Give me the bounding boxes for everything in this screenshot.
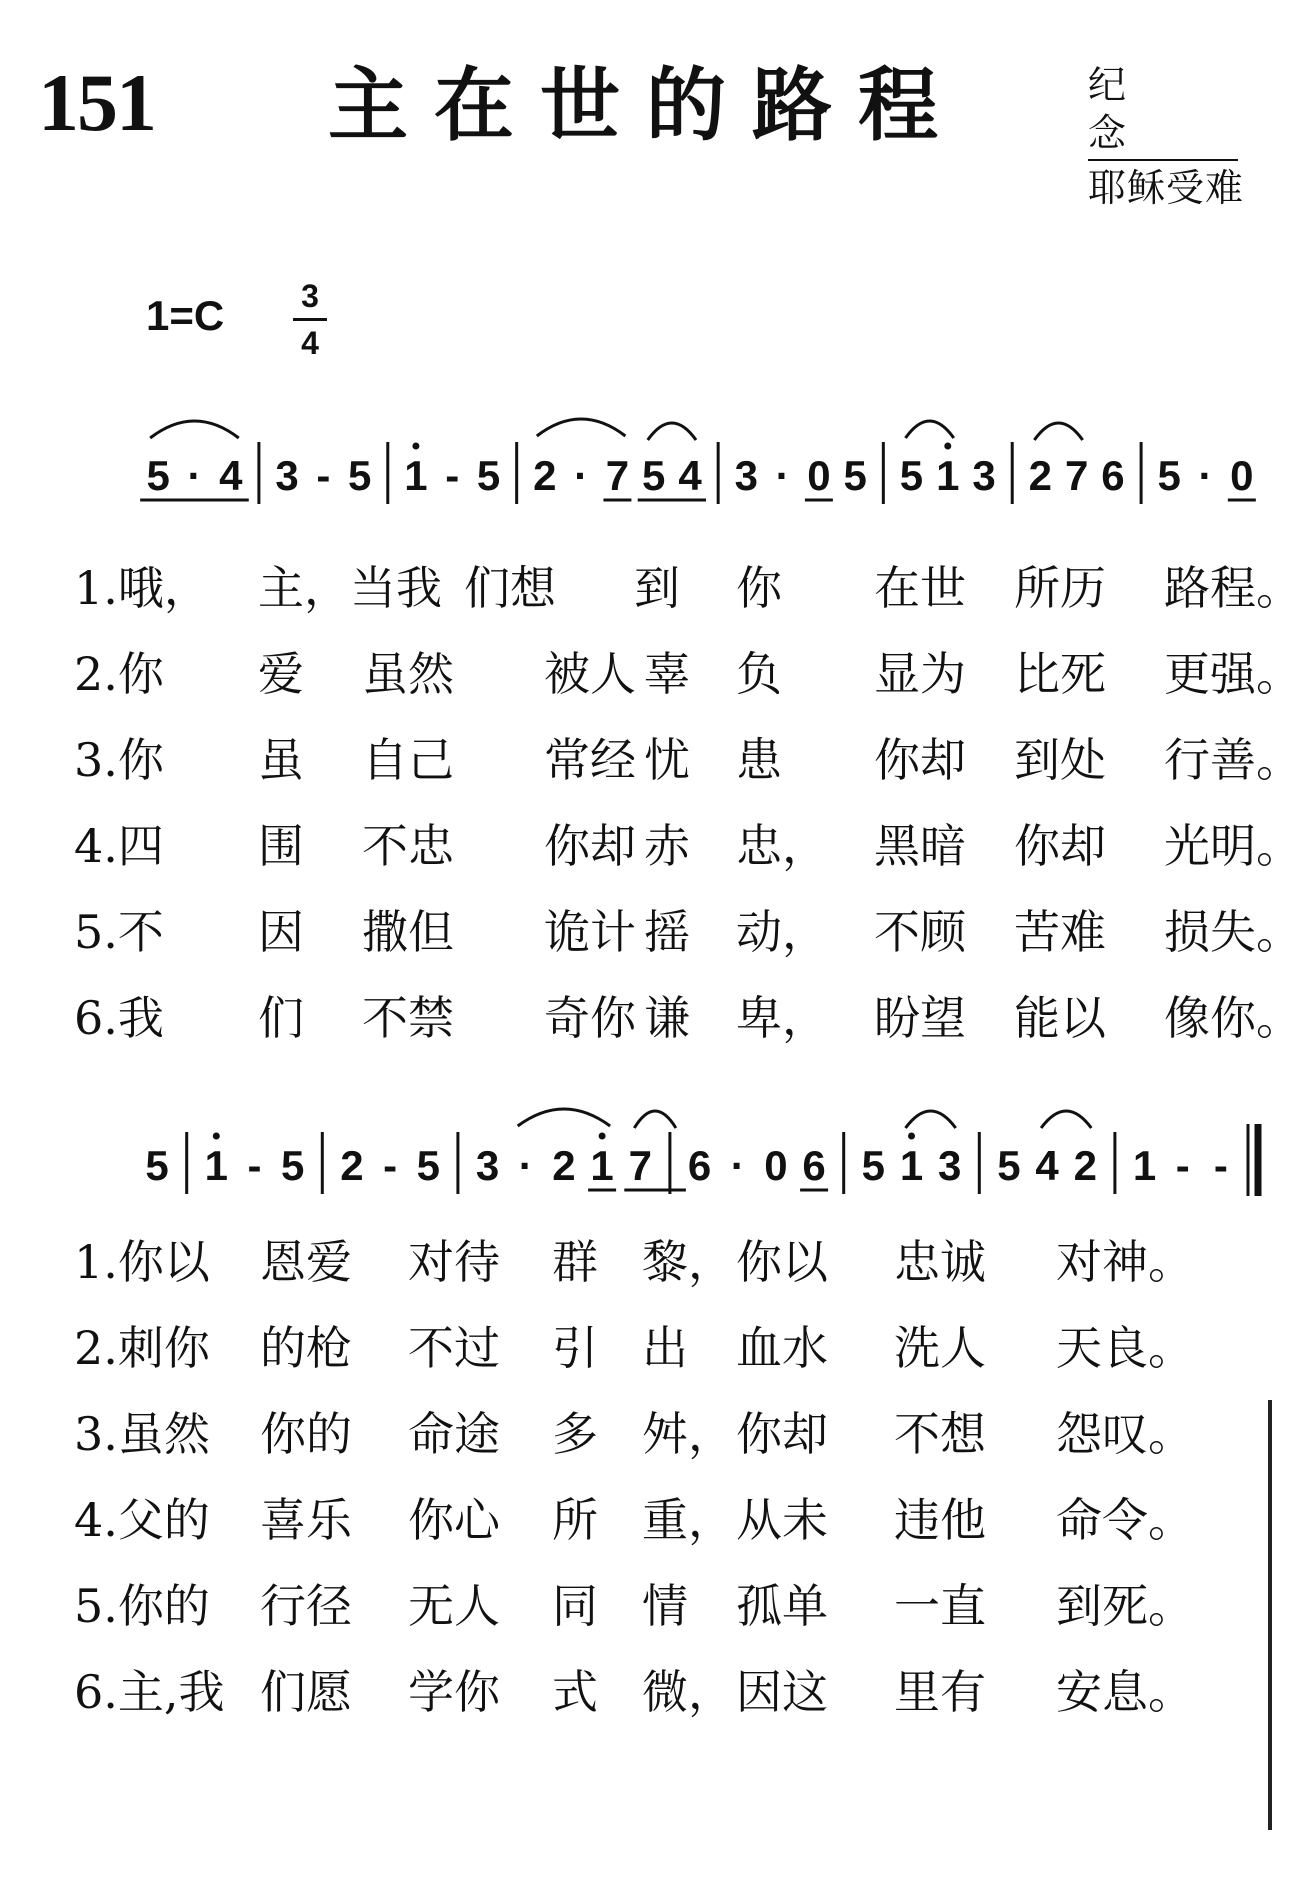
lyric-row [74, 1480, 1264, 1560]
note: 3 [275, 452, 299, 499]
lyric-row [74, 634, 1302, 714]
lyric-row [74, 1308, 1264, 1388]
slur-arc [518, 1109, 610, 1126]
note: 2 [1073, 1142, 1097, 1189]
note: 5 [997, 1142, 1021, 1189]
lyric-word: 4.父的 [74, 1493, 210, 1547]
note: 7 [1064, 452, 1089, 499]
note: 5 [476, 452, 501, 499]
lyric-word: 2.刺你 [74, 1321, 210, 1375]
lyric-word: 1.哦， [74, 561, 210, 615]
note: 4 [219, 452, 243, 499]
high-octave-dot [412, 443, 419, 450]
lyric-word: 负 [736, 647, 782, 701]
note: 3 [734, 452, 758, 499]
lyric-word: 你心 [408, 1493, 500, 1547]
lyric-row [74, 1394, 1264, 1474]
lyric-word: 4.四 [74, 819, 164, 873]
note: 1 [1132, 1142, 1157, 1189]
lyric-word: 们 [258, 991, 304, 1045]
lyric-word: 卑， [736, 991, 828, 1045]
lyric-word: 一直 [894, 1579, 986, 1633]
dot-mark: · [574, 452, 589, 499]
dash-mark: - [247, 1142, 262, 1189]
dash-mark: - [445, 452, 460, 499]
note: 0 [807, 452, 831, 499]
dot-mark: · [775, 452, 790, 499]
dot-mark: · [187, 452, 202, 499]
note: 6 [802, 1142, 826, 1189]
note: 5 [281, 1142, 305, 1189]
lyric-word: 被人 [544, 647, 636, 701]
note: 5 [145, 1142, 169, 1189]
lyric-word: 引 [552, 1321, 598, 1375]
high-octave-dot [908, 1133, 915, 1140]
lyric-word: 虽 [258, 733, 304, 787]
note: 2 [552, 1142, 576, 1189]
occasion-line-1: 纪念 [1088, 62, 1238, 161]
lyric-word: 忠诚 [894, 1235, 986, 1289]
slur-arc [537, 419, 626, 436]
lyric-word: 微， [642, 1665, 734, 1719]
lyric-word: 盼望 [874, 991, 966, 1045]
lyric-word: 同 [552, 1579, 598, 1633]
lyric-word: 重， [642, 1493, 734, 1547]
note: 5 [416, 1142, 440, 1189]
note: 3 [938, 1142, 962, 1189]
lyric-word: 的枪 [260, 1321, 352, 1375]
lyric-row [74, 1222, 1264, 1302]
lyric-word: 苦难 [1014, 905, 1106, 959]
lyric-word: 奇你 [544, 991, 636, 1045]
lyric-word: 违他 [894, 1493, 986, 1547]
lyric-word: 所历 [1014, 561, 1106, 615]
lyric-word: 3.虽然 [74, 1407, 210, 1461]
note: 7 [628, 1142, 652, 1189]
lyric-word: 常经 [544, 733, 636, 787]
note: 1 [204, 1142, 228, 1189]
lyric-word: 爱 [258, 647, 304, 701]
lyric-word: 摇 [644, 905, 690, 959]
hymn-number: 151 [38, 57, 155, 148]
slur-arc [1034, 423, 1082, 440]
slur-arc [634, 1111, 676, 1128]
dot-mark: · [730, 1142, 745, 1189]
lyric-word: 像你。 [1164, 991, 1302, 1045]
lyric-word: 们想 [464, 561, 556, 615]
lyric-word: 赤 [644, 819, 690, 873]
slur-arc [905, 421, 953, 438]
note: 4 [678, 452, 702, 499]
lyric-word: 不顾 [874, 905, 966, 959]
note: 5 [642, 452, 666, 499]
lyric-word: 命途 [408, 1407, 500, 1461]
lyric-word: 不忠 [362, 819, 454, 873]
occasion-line-2: 耶稣受难 [1088, 166, 1245, 210]
lyric-row [74, 548, 1302, 628]
lyric-word: 怨叹。 [1056, 1407, 1194, 1461]
lyric-word: 因 [258, 905, 304, 959]
lyric-word: 喜乐 [260, 1493, 352, 1547]
lyric-word: 群 [552, 1235, 598, 1289]
lyric-word: 因这 [736, 1665, 828, 1719]
note: 2 [1028, 452, 1053, 499]
slur-arc [150, 421, 239, 438]
lyric-word: 舛， [642, 1407, 734, 1461]
lyric-word: 到 [634, 561, 680, 615]
lyric-row [74, 1566, 1264, 1646]
lyric-word: 天良。 [1056, 1321, 1194, 1375]
lyric-word: 命令。 [1056, 1493, 1194, 1547]
lyric-word: 1.你以 [74, 1235, 210, 1289]
note: 7 [605, 452, 630, 499]
dash-mark: - [383, 1142, 398, 1189]
dot-mark: · [518, 1142, 533, 1189]
note: 6 [687, 1142, 712, 1189]
high-octave-dot [599, 1133, 606, 1140]
lyric-word: 对神。 [1056, 1235, 1194, 1289]
lyric-word: 到处 [1014, 733, 1106, 787]
note: 2 [533, 452, 557, 499]
note: 4 [1035, 1142, 1059, 1189]
note: 3 [475, 1142, 500, 1189]
note: 1 [899, 1142, 924, 1189]
high-octave-dot [213, 1133, 220, 1140]
notation-line-1 [146, 442, 1253, 504]
key-signature: 1=C [146, 292, 225, 339]
lyric-word: 你以 [736, 1235, 828, 1289]
lyric-word: 虽然 [362, 647, 454, 701]
note: 0 [1230, 452, 1254, 499]
lyric-word: 黎， [642, 1235, 734, 1289]
lyric-row [74, 806, 1302, 886]
time-signature-numerator: 3 [293, 280, 327, 321]
lyric-word: 在世 [874, 561, 966, 615]
note: 6 [1101, 452, 1125, 499]
lyric-word: 不过 [408, 1321, 500, 1375]
lyric-word: 2.你 [74, 647, 164, 701]
lyric-word: 忠， [736, 819, 828, 873]
lyric-word: 患 [736, 733, 782, 787]
slur-arc [648, 423, 696, 440]
dash-mark: - [1175, 1142, 1190, 1189]
lyric-word: 辜 [644, 647, 690, 701]
lyric-word: 学你 [408, 1665, 500, 1719]
notation-line-2 [145, 1132, 1227, 1194]
note: 5 [843, 452, 867, 499]
lyric-word: 动， [736, 905, 828, 959]
lyric-word: 更强。 [1164, 647, 1302, 701]
lyric-word: 围 [258, 819, 304, 873]
lyric-word: 自己 [362, 733, 454, 787]
lyric-word: 多 [552, 1407, 598, 1461]
lyric-word: 行径 [260, 1579, 352, 1633]
note: 5 [146, 452, 170, 499]
lyric-word: 3.你 [74, 733, 164, 787]
note: 0 [764, 1142, 788, 1189]
dot-mark: · [1198, 452, 1213, 499]
lyric-word: 对待 [408, 1235, 500, 1289]
lyric-word: 主，当我 [258, 561, 442, 615]
lyric-word: 损失。 [1164, 905, 1302, 959]
lyric-word: 诡计 [544, 905, 636, 959]
note: 1 [590, 1142, 614, 1189]
note: 5 [347, 452, 372, 499]
lyric-word: 比死 [1014, 647, 1106, 701]
lyric-word: 里有 [894, 1665, 986, 1719]
note: 2 [340, 1142, 364, 1189]
lyric-word: 显为 [874, 647, 966, 701]
lyric-word: 你 [736, 561, 782, 615]
lyric-word: 安息。 [1056, 1665, 1194, 1719]
lyric-word: 你却 [1014, 819, 1106, 873]
lyric-word: 出 [642, 1321, 688, 1375]
lyric-word: 你却 [736, 1407, 828, 1461]
lyric-word: 谦 [644, 991, 690, 1045]
lyric-word: 从未 [736, 1493, 828, 1547]
lyric-word: 6.我 [74, 991, 164, 1045]
lyric-word: 到死。 [1056, 1579, 1194, 1633]
lyric-word: 撒但 [362, 905, 454, 959]
dash-mark: - [316, 452, 331, 499]
lyric-word: 血水 [736, 1321, 828, 1375]
lyric-word: 孤单 [736, 1579, 828, 1633]
lyric-row [74, 720, 1302, 800]
lyric-word: 忧 [644, 733, 690, 787]
lyric-word: 不想 [894, 1407, 986, 1461]
hymn-title: 主在世的路程 [328, 59, 964, 152]
lyric-word: 你却 [544, 819, 636, 873]
lyric-word: 所 [552, 1493, 598, 1547]
lyric-word: 路程。 [1164, 561, 1302, 615]
lyric-word: 能以 [1014, 991, 1106, 1045]
lyric-word: 5.不 [74, 905, 164, 959]
lyric-word: 情 [642, 1579, 688, 1633]
note: 1 [936, 452, 960, 499]
lyric-row [74, 1652, 1264, 1732]
page-edge-line [1268, 1400, 1272, 1830]
high-octave-dot [944, 443, 951, 450]
dash-mark: - [1213, 1142, 1228, 1189]
lyric-word: 无人 [408, 1579, 500, 1633]
note: 5 [1157, 452, 1181, 499]
lyric-word: 们愿 [260, 1665, 352, 1719]
lyric-row [74, 978, 1302, 1058]
note: 5 [861, 1142, 885, 1189]
note: 1 [404, 452, 428, 499]
lyric-word: 式 [552, 1665, 598, 1719]
lyric-row [74, 892, 1302, 972]
time-signature-denominator: 4 [301, 325, 319, 361]
lyric-word: 5.你的 [74, 1579, 210, 1633]
lyric-word: 6.主,我 [74, 1665, 225, 1719]
lyric-word: 黑暗 [874, 819, 966, 873]
slur-arc [1041, 1111, 1091, 1128]
lyric-word: 洗人 [894, 1321, 986, 1375]
lyric-word: 你的 [260, 1407, 352, 1461]
lyric-word: 恩爱 [260, 1235, 352, 1289]
slur-arc [906, 1111, 956, 1128]
lyric-word: 行善。 [1164, 733, 1302, 787]
lyric-word: 光明。 [1164, 819, 1302, 873]
note: 3 [972, 452, 996, 499]
note: 5 [899, 452, 924, 499]
lyric-word: 你却 [874, 733, 966, 787]
lyric-word: 不禁 [362, 991, 454, 1045]
